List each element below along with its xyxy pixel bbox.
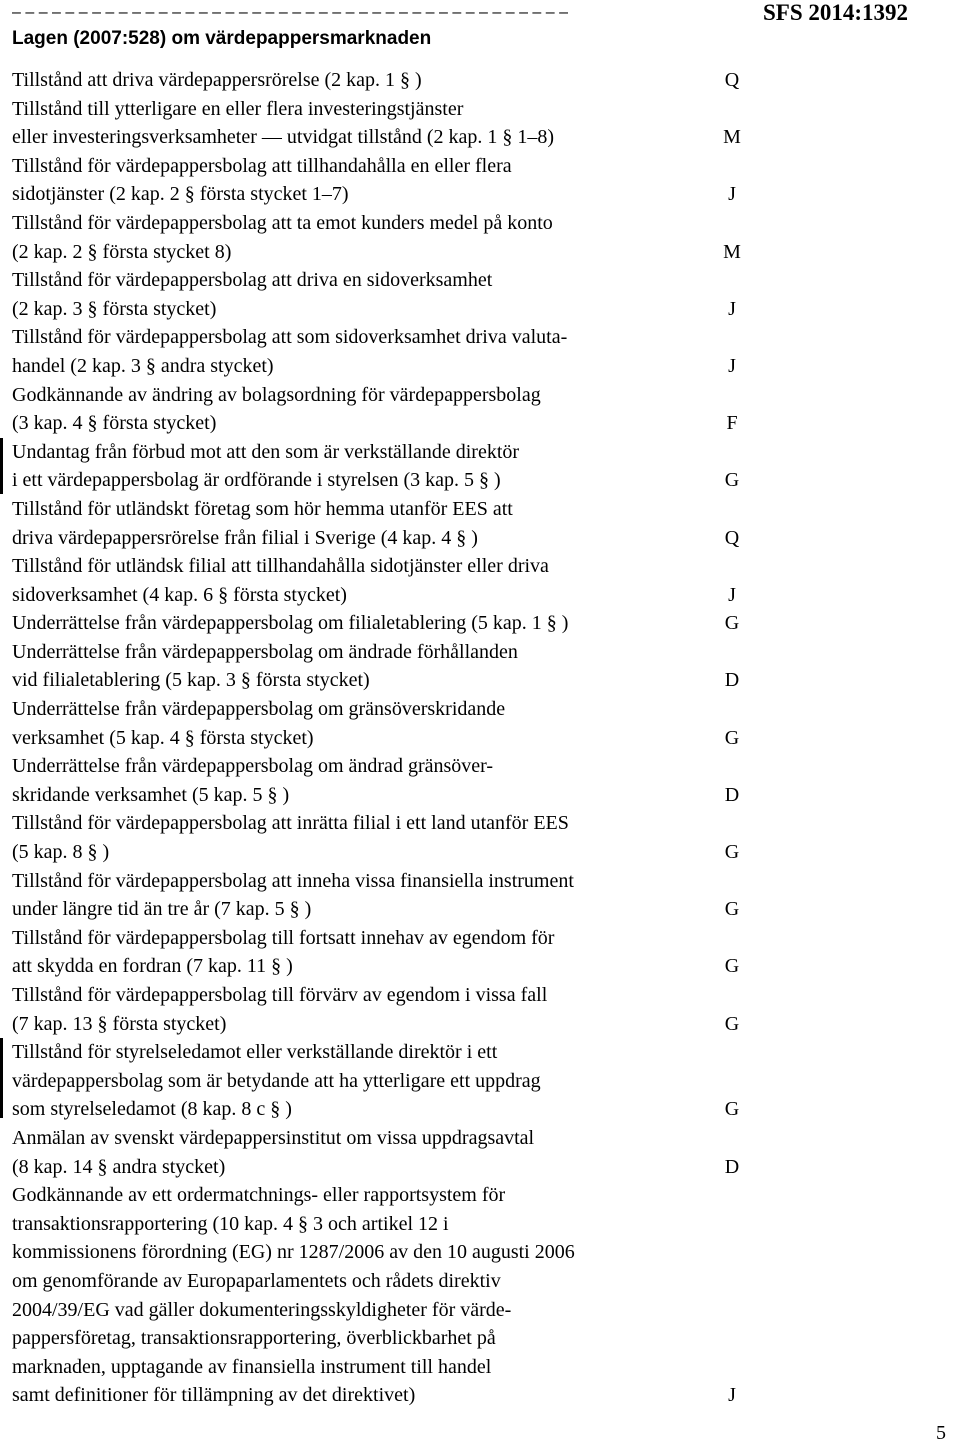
entry-text-line: som styrelseledamot (8 kap. 8 c § ) — [12, 1098, 292, 1121]
entry-text-line: transaktionsrapportering (10 kap. 4 § 3 och artikel 12 i — [12, 1212, 449, 1235]
list-item — [12, 552, 752, 609]
entry-text-line: skridande verksamhet (5 kap. 5 § ) — [12, 783, 290, 806]
entry-code: G — [724, 726, 740, 749]
entry-text-line: Tillstånd för utländskt företag som hör hemma utanför EES att — [12, 497, 513, 520]
header-dash-rule: – – – – – – – – – – – – – – – – – – – – – – – – – – – – – – – – – – – – – – – – – – — [12, 8, 568, 18]
entry-text-line: Anmälan av svenskt värdepappersinstitut om vissa uppdragsavtal — [12, 1126, 535, 1149]
list-item — [12, 438, 752, 495]
entry-text-line: (8 kap. 14 § andra stycket) — [12, 1155, 226, 1178]
entry-code: D — [724, 1155, 740, 1178]
entry-text-line: handel (2 kap. 3 § andra stycket) — [12, 354, 274, 377]
list-item — [12, 1181, 752, 1410]
entry-code: J — [728, 1384, 736, 1407]
change-bar — [0, 1038, 3, 1118]
list-item — [12, 209, 752, 266]
list-item — [12, 152, 752, 209]
entry-text-line: i ett värdepappersbolag är ordförande i styrelsen (3 kap. 5 § ) — [12, 469, 501, 492]
entry-text-line: Tillstånd för värdepappersbolag att tillhandahålla en eller flera — [12, 154, 512, 177]
entry-text-line: Underrättelse från värdepappersbolag om ändrade förhållanden — [12, 640, 518, 663]
entry-text-line: under längre tid än tre år (7 kap. 5 § ) — [12, 898, 312, 921]
entry-text-line: Tillstånd för värdepappersbolag att inneha vissa finansiella instrument — [12, 869, 574, 892]
entry-text-line: pappersföretag, transaktionsrapportering, överblickbarhet på — [12, 1327, 496, 1350]
list-item — [12, 323, 752, 380]
entry-text-line: Tillstånd att driva värdepappersrörelse (2 kap. 1 § ) — [12, 69, 422, 91]
entry-text-line: sidotjänster (2 kap. 2 § första stycket 1–7) — [12, 183, 349, 206]
entry-code: J — [728, 354, 736, 377]
list-item — [12, 867, 752, 924]
entry-code: G — [724, 612, 740, 635]
page-number: 5 — [936, 1422, 946, 1444]
entry-text-line: Underrättelse från värdepappersbolag om ändrad gränsöver- — [12, 755, 494, 778]
entry-text-line: Tillstånd för värdepappersbolag att ta emot kunders medel på konto — [12, 211, 553, 234]
entry-text-line: 2004/39/EG vad gäller dokumenteringsskyldigheter för värde- — [12, 1298, 512, 1321]
entry-code: J — [728, 583, 736, 606]
entry-code: G — [724, 955, 740, 978]
entry-text-line: vid filialetablering (5 kap. 3 § första stycket) — [12, 669, 370, 692]
entry-text-line: Underrättelse från värdepappersbolag om gränsöverskridande — [12, 698, 506, 721]
entry-code: F — [726, 412, 738, 435]
entry-text-line: Tillstånd för styrelseledamot eller verkställande direktör i ett — [12, 1041, 498, 1064]
entry-text-line: Tillstånd till ytterligare en eller flera investeringstjänster — [12, 97, 464, 120]
entry-code: G — [724, 841, 740, 864]
list-item — [12, 981, 752, 1038]
entry-text-line: samt definitioner för tillämpning av det direktivet) — [12, 1384, 416, 1407]
law-title: Lagen (2007:528) om värdepappersmarknaden — [12, 28, 432, 49]
entry-text-line: Underrättelse från värdepappersbolag om filialetablering (5 kap. 1 § ) — [12, 612, 569, 635]
entry-text-line: marknaden, upptagande av finansiella instrument till handel — [12, 1355, 492, 1378]
entry-code: J — [728, 297, 736, 320]
list-item — [12, 66, 752, 95]
entry-text-line: driva värdepappersrörelse från filial i Sverige (4 kap. 4 § ) — [12, 526, 478, 549]
list-item — [12, 924, 752, 981]
entry-code: G — [724, 898, 740, 921]
list-item — [12, 95, 752, 152]
list-item — [12, 1124, 752, 1181]
entry-code: G — [724, 1098, 740, 1121]
entry-code: M — [723, 240, 741, 263]
list-item — [12, 609, 752, 638]
entry-text-line: Godkännande av ändring av bolagsordning för värdepappersbolag — [12, 383, 541, 406]
entry-text-line: (5 kap. 8 § ) — [12, 841, 110, 864]
entry-text-line: Tillstånd för utländsk filial att tillhandahålla sidotjänster eller driva — [12, 555, 549, 578]
entry-text-line: Tillstånd för värdepappersbolag att driva en sidoverksamhet — [12, 269, 493, 292]
list-item — [12, 638, 752, 695]
entry-code: G — [724, 469, 740, 492]
entry-text-line: Tillstånd för värdepappersbolag att inrätta filial i ett land utanför EES — [12, 812, 569, 835]
entry-text-line: (2 kap. 3 § första stycket) — [12, 297, 217, 320]
entry-code: Q — [724, 69, 740, 91]
entry-text-line: Tillstånd för värdepappersbolag till förvärv av egendom i vissa fall — [12, 984, 548, 1006]
entry-text-line: (2 kap. 2 § första stycket 8) — [12, 240, 232, 263]
entry-text-line: att skydda en fordran (7 kap. 11 § ) — [12, 955, 293, 978]
entry-code: D — [724, 669, 740, 692]
entry-text-line: Godkännande av ett ordermatchnings- eller rapportsystem för — [12, 1184, 506, 1207]
entry-text-line: (3 kap. 4 § första stycket) — [12, 412, 217, 435]
entry-code: J — [728, 183, 736, 206]
entry-text-line: Tillstånd för värdepappersbolag till fortsatt innehav av egendom för — [12, 926, 555, 949]
entry-code: G — [724, 1012, 740, 1035]
entry-text-line: värdepappersbolag som är betydande att ha ytterligare ett uppdrag — [12, 1069, 541, 1092]
entry-text-line: om genomförande av Europaparlamentets och rådets direktiv — [12, 1269, 501, 1292]
list-item — [12, 809, 752, 866]
list-item — [12, 381, 752, 438]
entry-text-line: sidoverksamhet (4 kap. 6 § första stycket) — [12, 583, 347, 606]
permit-list — [12, 66, 752, 1410]
change-bar — [0, 438, 3, 494]
entry-text-line: Undantag från förbud mot att den som är verkställande direktör — [12, 440, 520, 463]
entry-text-line: (7 kap. 13 § första stycket) — [12, 1012, 227, 1035]
entry-code: D — [724, 783, 740, 806]
list-item — [12, 752, 752, 809]
entry-text-line: eller investeringsverksamheter — utvidgat tillstånd (2 kap. 1 § 1–8) — [12, 126, 555, 149]
list-item — [12, 266, 752, 323]
entry-text-line: Tillstånd för värdepappersbolag att som sidoverksamhet driva valuta- — [12, 326, 568, 349]
entry-code: Q — [724, 526, 740, 549]
entry-text-line: kommissionens förordning (EG) nr 1287/2006 av den 10 augusti 2006 — [12, 1241, 575, 1264]
entry-text-line: verksamhet (5 kap. 4 § första stycket) — [12, 726, 314, 749]
list-item — [12, 695, 752, 752]
entry-code: M — [723, 126, 741, 149]
list-item — [12, 495, 752, 552]
sfs-number: SFS 2014:1392 — [763, 0, 909, 25]
list-item — [12, 1038, 752, 1124]
